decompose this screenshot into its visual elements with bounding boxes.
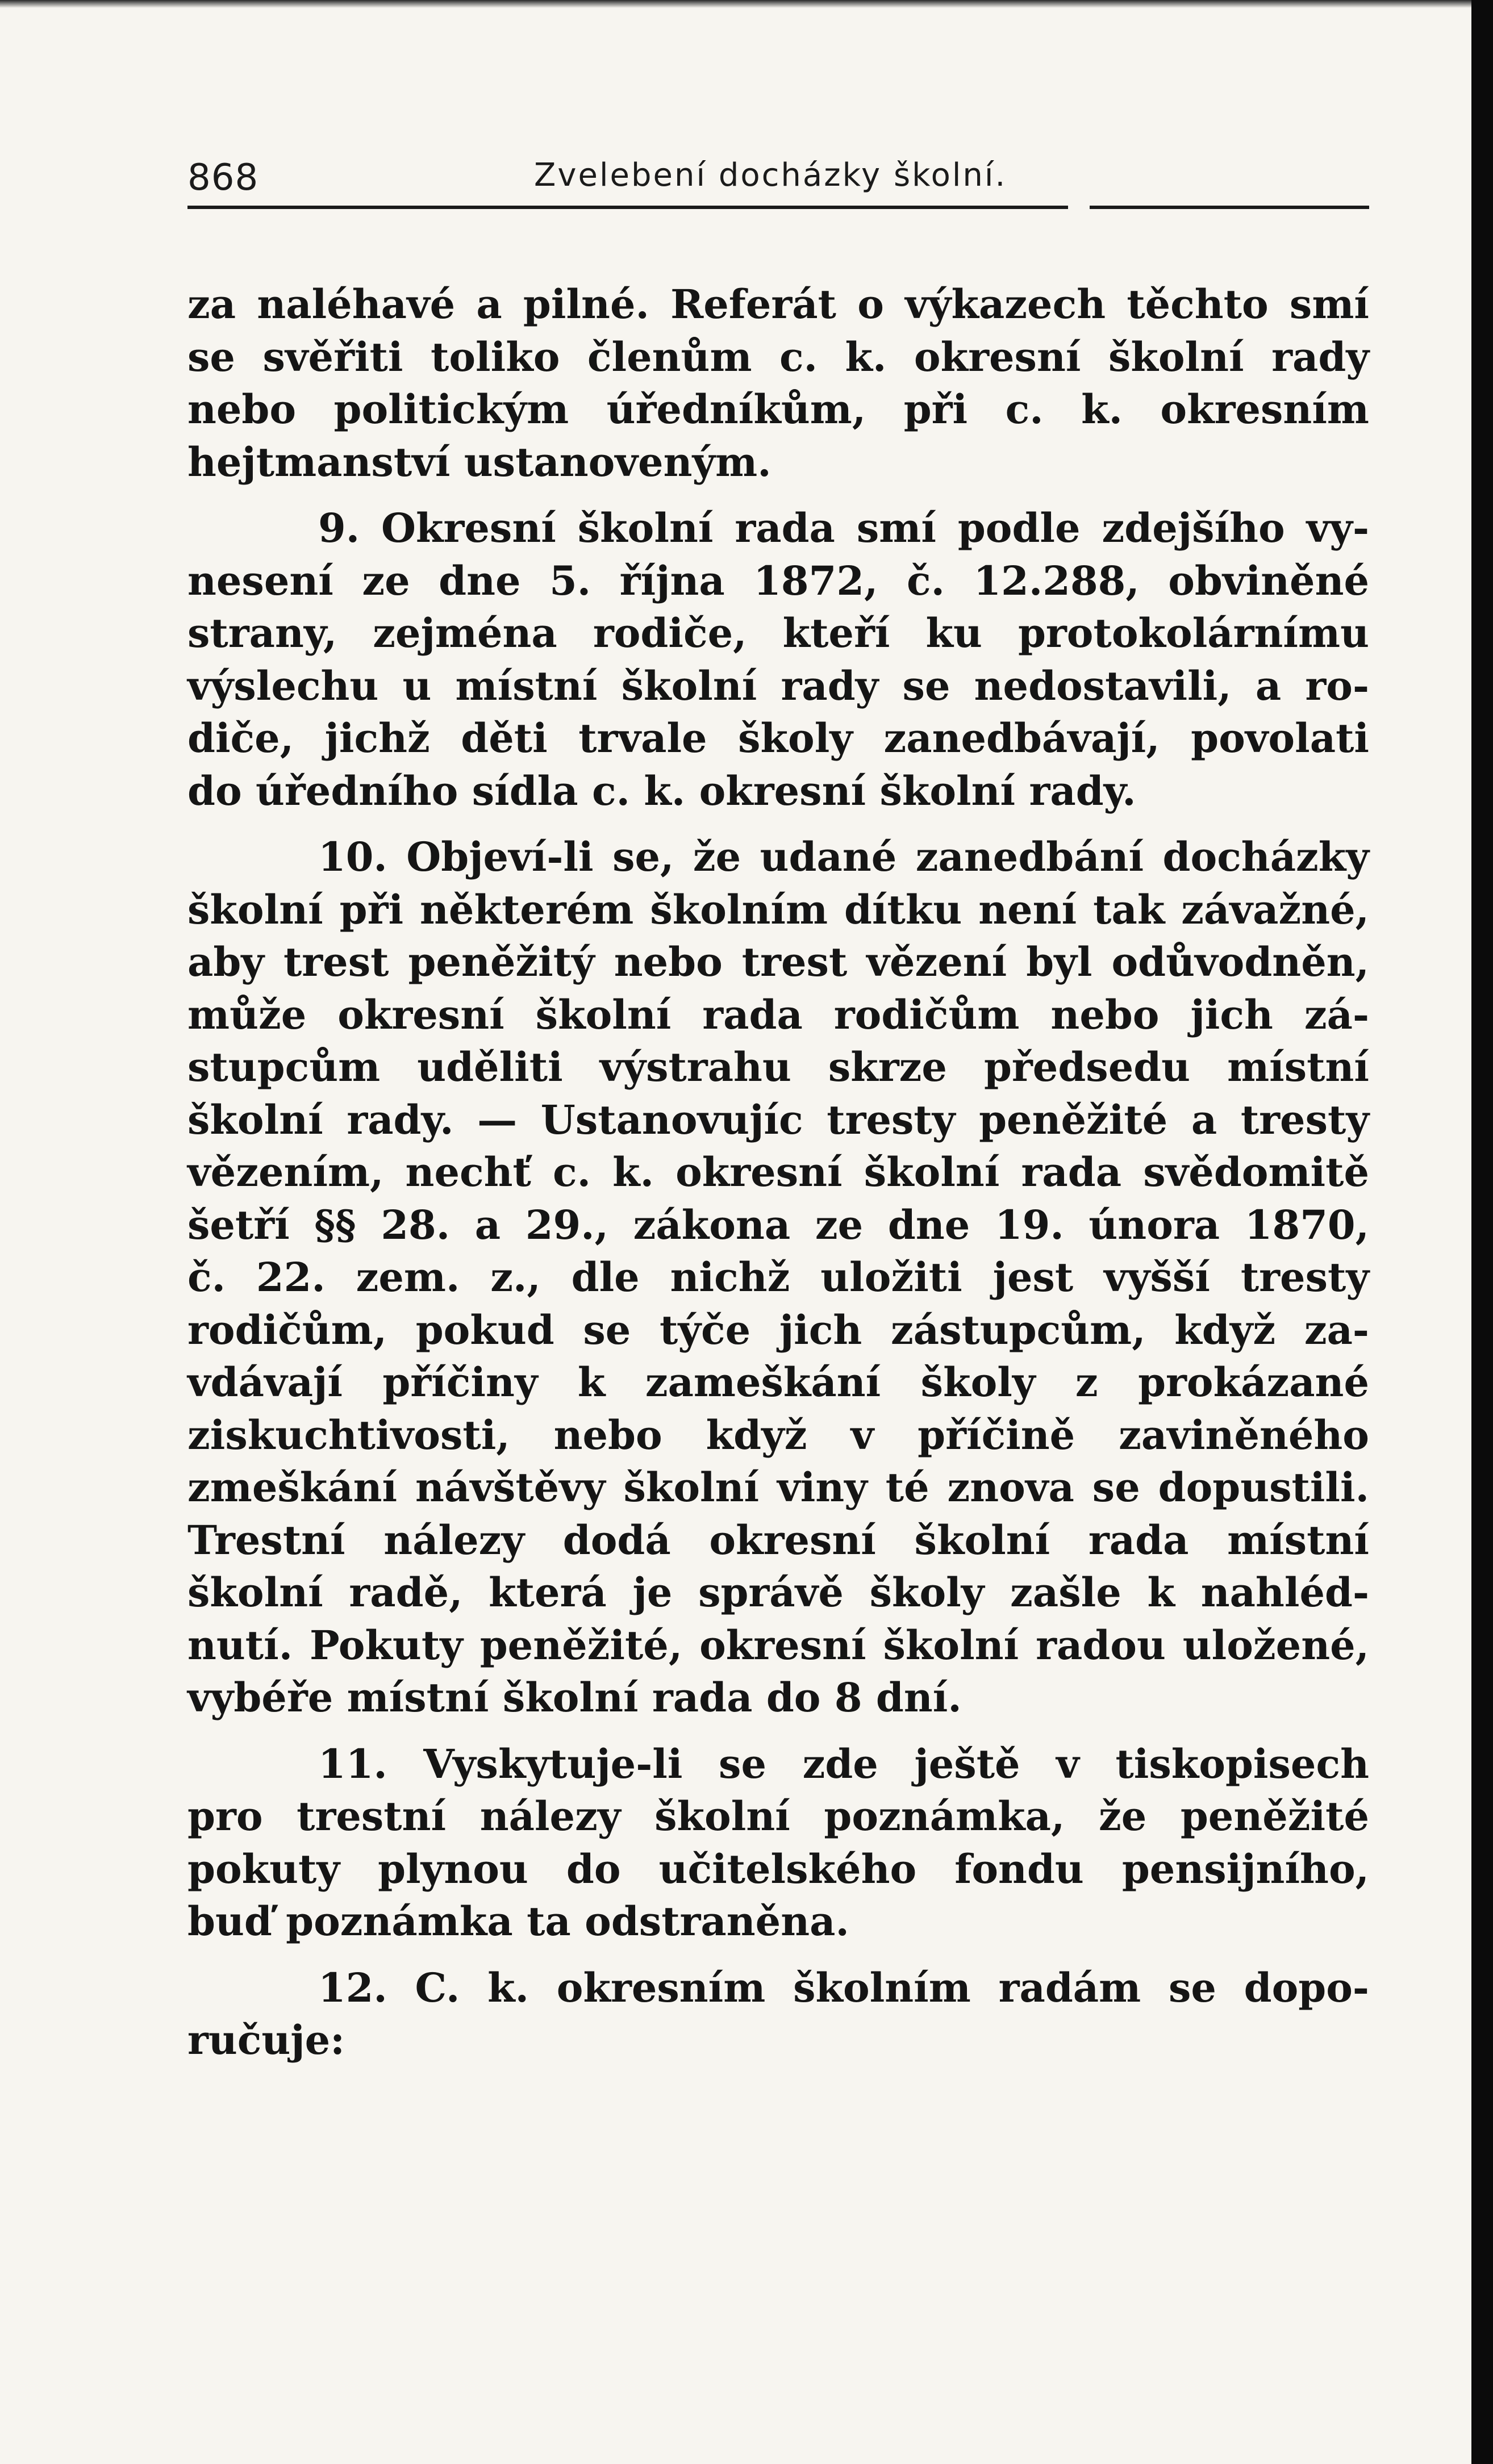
page-top-shadow: [0, 0, 1471, 8]
page-right-edge: [1471, 0, 1493, 2464]
text-line: č. 22. zem. z., dle nichž uložiti jest vyšší tresty: [187, 1254, 1369, 1301]
header-rule: [187, 206, 1369, 209]
page-number: 868: [187, 157, 259, 199]
header-rule-break: [1068, 204, 1090, 210]
text-line: rodičům, pokud se týče jich zástupcům, když za-: [187, 1306, 1369, 1354]
text-line: vybéře místní školní rada do 8 dní.: [187, 1674, 962, 1721]
page-header: [187, 149, 1369, 211]
text-line: školní rady. — Ustanovujíc tresty peněžité a tresty: [187, 1096, 1369, 1143]
running-head: Zvelebení docházky školní.: [534, 157, 1007, 194]
text-line: 11. Vyskytuje-li se zde ještě v tiskopisech: [318, 1740, 1369, 1788]
body-text: [187, 278, 1369, 2067]
paragraph-continuation: [187, 278, 1369, 488]
paragraph-9: [187, 502, 1369, 817]
text-line: strany, zejména rodiče, kteří ku protokolárnímu: [187, 609, 1369, 657]
text-line: do úředního sídla c. k. okresní školní rady.: [187, 767, 1136, 815]
paragraph-12: [187, 1962, 1369, 2067]
text-line: hejtmanství ustanoveným.: [187, 438, 771, 486]
text-line: za naléhavé a pilné. Referát o výkazech těchto smí: [187, 281, 1369, 328]
text-line: zmeškání návštěvy školní viny té znova se dopustili.: [187, 1464, 1369, 1511]
text-line: diče, jichž děti trvale školy zanedbávají, povolati: [187, 715, 1369, 762]
text-line: školní radě, která je správě školy zašle k nahléd-: [187, 1569, 1369, 1616]
text-line: 10. Objeví-li se, že udané zanedbání docházky: [318, 833, 1369, 880]
text-line: výslechu u místní školní rady se nedostavili, a ro-: [187, 662, 1369, 709]
text-line: může okresní školní rada rodičům nebo jich zá-: [187, 991, 1369, 1038]
text-line: vězením, nechť c. k. okresní školní rada svědomitě: [187, 1149, 1369, 1196]
text-line: 12. C. k. okresním školním radám se dopo-: [318, 1964, 1369, 2011]
text-line: aby trest peněžitý nebo trest vězení byl odůvodněn,: [187, 938, 1369, 985]
paragraph-10: [187, 831, 1369, 1724]
text-line: ziskuchtivosti, nebo když v příčině zaviněného: [187, 1411, 1369, 1459]
text-line: se svěřiti toliko členům c. k. okresní školní rady: [187, 333, 1369, 381]
text-line: ručuje:: [187, 2016, 345, 2064]
text-line: vdávají příčiny k zameškání školy z prokázané: [187, 1359, 1369, 1406]
text-line: nutí. Pokuty peněžité, okresní školní radou uložené,: [187, 1621, 1369, 1669]
text-line: nesení ze dne 5. října 1872, č. 12.288, obviněné: [187, 557, 1369, 604]
text-line: stupcům uděliti výstrahu skrze předsedu místní: [187, 1043, 1369, 1091]
text-line: 9. Okresní školní rada smí podle zdejšího vy-: [318, 504, 1369, 552]
text-line: Trestní nálezy dodá okresní školní rada místní: [187, 1516, 1369, 1564]
text-line: nebo politickým úředníkům, při c. k. okresním: [187, 386, 1369, 433]
text-line: pro trestní nálezy školní poznámka, že peněžité: [187, 1793, 1369, 1840]
text-line: šetří §§ 28. a 29., zákona ze dne 19. února 1870,: [187, 1201, 1369, 1248]
text-line: buď poznámka ta odstraněna.: [187, 1898, 849, 1945]
text-line: pokuty plynou do učitelského fondu pensijního,: [187, 1845, 1369, 1893]
paragraph-11: [187, 1738, 1369, 1948]
text-line: školní při některém školním dítku není tak závažné,: [187, 886, 1369, 933]
